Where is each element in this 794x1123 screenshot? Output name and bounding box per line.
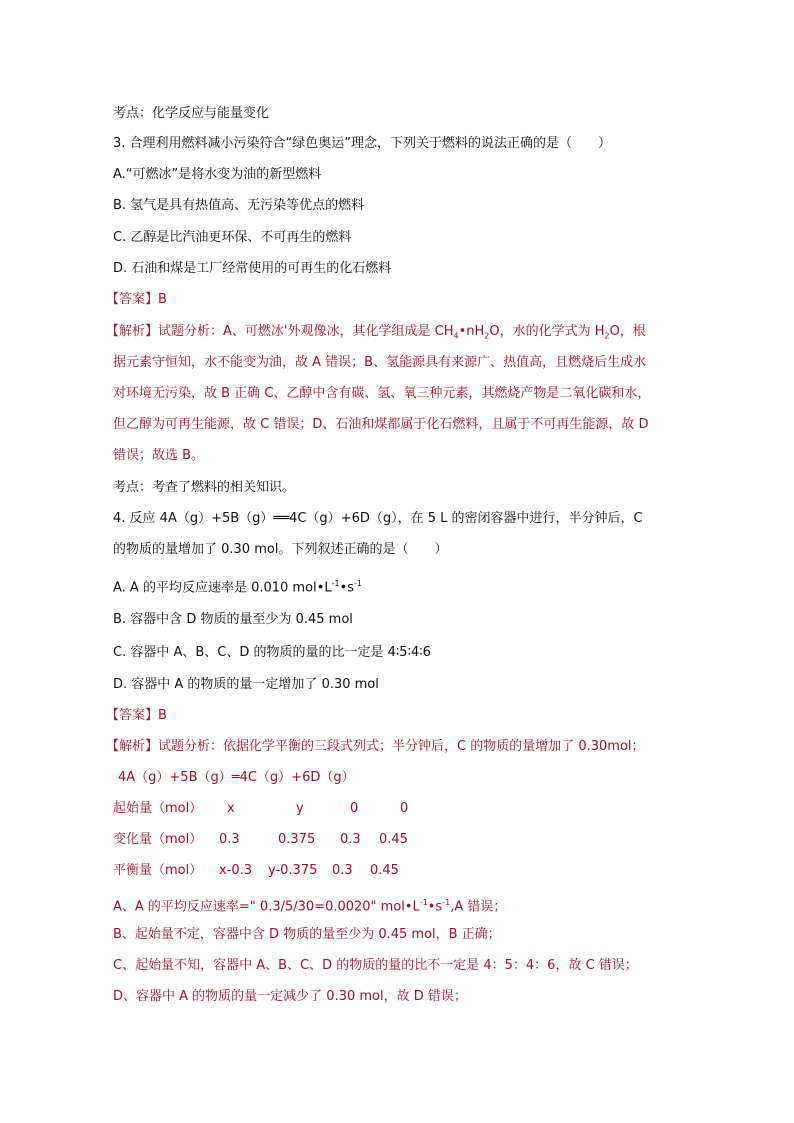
cell: y bbox=[296, 801, 304, 816]
answer-tag: 【答案】 bbox=[106, 708, 159, 723]
q3-option-c: C. 乙醇是比汽油更环保、不可再生的燃料 bbox=[113, 230, 352, 245]
cell: x-0.3 bbox=[219, 863, 253, 878]
row-label: 起始量（mol） bbox=[113, 801, 203, 816]
q4-equation: 4A（g）+5B（g）═4C（g）+6D（g） bbox=[118, 770, 355, 785]
cell: 0.3 bbox=[332, 863, 353, 878]
q3-analysis-line-5: 错误；故选 B。 bbox=[113, 448, 205, 463]
subscript: 2 bbox=[604, 331, 610, 341]
superscript: -1 bbox=[419, 898, 428, 907]
q4-answer bbox=[106, 706, 167, 726]
q3-option-a: A.“可燃冰”是将水变为油的新型燃料 bbox=[113, 167, 322, 182]
cell: 0 bbox=[400, 801, 409, 816]
option-text: •s bbox=[339, 580, 355, 596]
answer-value: B bbox=[158, 292, 167, 307]
cell: y-0.375 bbox=[268, 863, 318, 878]
q3-option-b: B. 氢气是具有热值高、无污染等优点的燃料 bbox=[113, 198, 365, 213]
q4-analysis-d: D、容器中 A 的物质的量一定减少了 0.30 mol，故 D 错误； bbox=[113, 989, 467, 1004]
analysis-text: A、A 的平均反应速率=" 0.3/5/30=0.0020" mol•L bbox=[113, 899, 420, 915]
answer-value: B bbox=[158, 708, 167, 723]
answer-tag: 【答案】 bbox=[106, 292, 159, 307]
q3-analysis-line-1 bbox=[106, 322, 646, 347]
cell: 0 bbox=[350, 801, 359, 816]
q4-option-d: D. 容器中 A 的物质的量一定增加了 0.30 mol bbox=[113, 677, 379, 692]
option-text: A. A 的平均反应速率是 0.010 mol•L bbox=[113, 580, 332, 596]
analysis-tag: 【解析】 bbox=[106, 739, 159, 754]
q4-stem-line-2: 的物质的量增加了 0.30 mol。下列叙述正确的是（ ） bbox=[113, 542, 448, 557]
q3-kaodian: 考点：考查了燃料的相关知识。 bbox=[113, 480, 296, 495]
analysis-text: ,A 错误； bbox=[450, 899, 507, 915]
superscript: -1 bbox=[354, 579, 362, 588]
row-label: 变化量（mol） bbox=[113, 832, 203, 847]
q4-analysis-b: B、起始量不定，容器中含 D 物质的量至少为 0.45 mol，B 正确； bbox=[113, 927, 501, 942]
q4-analysis-line-1 bbox=[106, 737, 645, 757]
row-label: 平衡量（mol） bbox=[113, 863, 203, 878]
subscript: 4 bbox=[453, 331, 459, 341]
q3-analysis-line-2: 据元素守恒知，水不能变为油，故 A 错误；B、氢能源具有来源广、热值高，且燃烧后生成水 bbox=[113, 355, 647, 370]
cell: 0.45 bbox=[370, 863, 399, 878]
analysis-text: •nH bbox=[458, 324, 485, 339]
analysis-tag: 【解析】 bbox=[106, 324, 159, 339]
q4-analysis-c: C、起始量不知，容器中 A、B、C、D 的物质的量的比不一定是 4：5：4：6，故 C 错误； bbox=[113, 958, 638, 973]
cell: 0.3 bbox=[219, 832, 240, 847]
q4-stem-line-1: 4. 反应 4A（g）+5B（g）══4C（g）+6D（g），在 5 L 的密闭容器中进行，半分钟后，C bbox=[113, 511, 643, 526]
analysis-text: •s bbox=[427, 899, 443, 915]
analysis-text: 试题分析：A、可燃冰'外观像冰，其化学组成是 CH bbox=[158, 324, 454, 339]
subscript: 2 bbox=[484, 331, 490, 341]
q3-stem: 3. 合理利用燃料减小污染符合“绿色奥运”理念，下列关于燃料的说法正确的是（ ） bbox=[113, 136, 612, 151]
superscript: -1 bbox=[331, 579, 340, 588]
analysis-text: O，水的化学式为 H bbox=[489, 324, 605, 339]
analysis-text: O，根 bbox=[609, 324, 646, 339]
q3-analysis-line-3: 对环境无污染，故 B 正确 C、乙醇中含有碳、氢、氧三种元素，其燃烧产物是二氧化碳和水， bbox=[113, 386, 651, 401]
cell: 0.375 bbox=[278, 832, 316, 847]
superscript: -1 bbox=[442, 898, 451, 907]
q4-option-b: B. 容器中含 D 物质的量至少为 0.45 mol bbox=[113, 612, 353, 627]
q4-analysis-a bbox=[113, 893, 506, 917]
kaodian-q2: 考点：化学反应与能量变化 bbox=[113, 106, 270, 121]
q3-option-d: D. 石油和煤是工厂经常使用的可再生的化石燃料 bbox=[113, 261, 392, 276]
cell: 0.3 bbox=[340, 832, 361, 847]
q4-option-a bbox=[113, 574, 362, 598]
analysis-text: 试题分析：依据化学平衡的三段式列式；半分钟后，C 的物质的量增加了 0.30mol； bbox=[158, 739, 645, 754]
cell: x bbox=[227, 801, 235, 816]
q4-option-c: C. 容器中 A、B、C、D 的物质的量的比一定是 4∶5∶4∶6 bbox=[113, 645, 431, 660]
q3-analysis-line-4: 但乙醇为可再生能源，故 C 错误；D、石油和煤都属于化石燃料，且属于不可再生能源，故 D bbox=[113, 417, 649, 432]
cell: 0.45 bbox=[379, 832, 408, 847]
q3-answer bbox=[106, 290, 167, 310]
